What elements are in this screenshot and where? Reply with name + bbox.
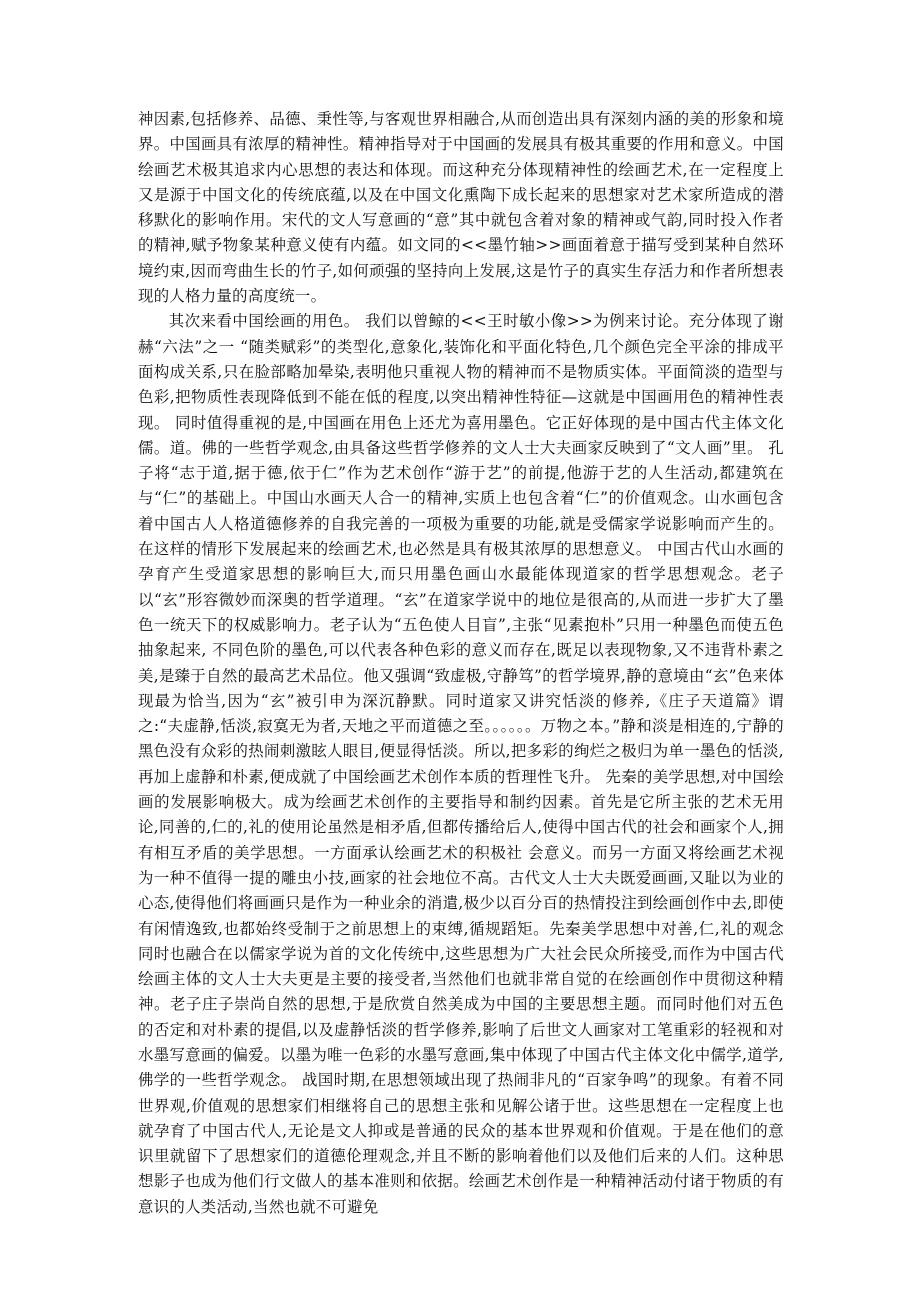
- document-body: [138, 107, 784, 1220]
- paragraph-2: 其次来看中国绘画的用色。 我们以曾鲸的<<王时敏小像>>为例来讨论。充分体现了谢赫“六法”之一 “随类赋彩”的类型化,意象化,装饰化和平面化特色,几个颜色完全平涂的排成平面构成关系,只在脸部略加晕染,表明他只重视人物的精神而不是物质实体。平面简淡的造型与色彩,把物质性表现降低到不能在低的程度,以突出精神性特征—这就是中国画用色的精神性表现。 同时值得重视的是,中国画在用色上还尤为喜用墨色。它正好体现的是中国古代主体文化儒。道。佛的一些哲学观念,由具备这些哲学修养的文人士大夫画家反映到了“文人画”里。 孔子将“志于道,据于德,依于仁”作为艺术创作“游于艺”的前提,他游于艺的人生活动,都建筑在与“仁”的基础上。中国山水画天人合一的精神,实质上也包含着“仁”的价值观念。山水画包含着中国古人人格道德修养的自我完善的一项极为重要的功能,就是受儒家学说影响而产生的。在这样的情形下发展起来的绘画艺术,也必然是具有极其浓厚的思想意义。 中国古代山水画的孕育产生受道家思想的影响巨大,而只用墨色画山水最能体现道家的哲学思想观念。老子以“玄”形容微妙而深奥的哲学道理。“玄”在道家学说中的地位是很高的,从而进一步扩大了墨色一统天下的权威影响力。老子认为“五色使人目盲”,主张“见素抱朴”只用一种墨色而使五色抽象起来, 不同色阶的墨色,可以代表各种色彩的意义而存在,既足以表现物象,又不违背朴素之美,是臻于自然的最高艺术品位。他又强调“致虚极,守静笃”的哲学境界,静的意境由“玄”色来体现最为恰当,因为“玄”被引申为深沉静默。同时道家又讲究恬淡的修养,《庄子天道篇》谓之:“夫虚静,恬淡,寂寞无为者,天地之平而道德之至。。。。。。万物之本。”静和淡是相连的,宁静的黑色没有众彩的热闹刺激眩人眼目,便显得恬淡。所以,把多彩的绚烂之极归为单一墨色的恬淡,再加上虚静和朴素,便成就了中国绘画艺术创作本质的哲理性飞升。 先秦的美学思想,对中国绘画的发展影响极大。成为绘画艺术创作的主要指导和制约因素。首先是它所主张的艺术无用论,同善的,仁的,礼的使用论虽然是相矛盾,但都传播给后人,使得中国古代的社会和画家个人,拥有相互矛盾的美学思想。一方面承认绘画艺术的积极社 会意义。而另一方面又将绘画艺术视为一种不值得一提的雕虫小技,画家的社会地位不高。古代文人士大夫既爱画画,又耻以为业的心态,使得他们将画画只是作为一种业余的消遣,极少以百分百的热情投注到绘画创作中去,即使有闲情逸致,也都始终受制于之前思想上的束缚,循规蹈矩。先秦美学思想中对善,仁,礼的观念同时也融合在以儒家学说为首的文化传统中,这些思想为广大社会民众所接受,而作为中国古代绘画主体的文人士大夫更是主要的接受者,当然他们也就非常自觉的在绘画创作中贯彻这种精神。老子庄子崇尚自然的思想,于是欣赏自然美成为中国的主要思想主题。而同时他们对五色的否定和对朴素的提倡,以及虚静恬淡的哲学修养,影响了后世文人画家对工笔重彩的轻视和对水墨写意画的偏爱。以墨为唯一色彩的水墨写意画,集中体现了中国古代主体文化中儒学,道学,佛学的一些哲学观念。 战国时期,在思想领域出现了热闹非凡的“百家争鸣”的现象。有着不同世界观,价值观的思想家们相继将自己的思想主张和见解公诸于世。这些思想在一定程度上也就孕育了中国古代人,无论是文人抑或是普通的民众的基本世界观和价值观。于是在他们的意识里就留下了思想家们的道德伦理观念,并且不断的影响着他们以及他们后来的人们。这种思想影子也成为他们行文做人的基本准则和依据。绘画艺术创作是一种精神活动付诸于物质的有意识的人类活动,当然也就不可避免: [138, 312, 784, 1216]
- paragraph-1: 神因素,包括修养、品德、秉性等,与客观世界相融合,从而创造出具有深刻内涵的美的形象和境界。中国画具有浓厚的精神性。精神指导对于中国画的发展具有极其重要的作用和意义。中国绘画艺术极其追求内心思想的表达和体现。而这种充分体现精神性的绘画艺术,在一定程度上又是源于中国文化的传统底蕴,以及在中国文化熏陶下成长起来的思想家对艺术家所造成的潜移默化的影响作用。宋代的文人写意画的“意”其中就包含着对象的精神或气韵,同时投入作者的精神,赋予物象某种意义使有内蕴。如文同的<<墨竹轴>>画面着意于描写受到某种自然环境约束,因而弯曲生长的竹子,如何顽强的坚持向上发展,这是竹子的真实生存活力和作者所想表现的人格力量的高度统一。: [138, 110, 784, 306]
